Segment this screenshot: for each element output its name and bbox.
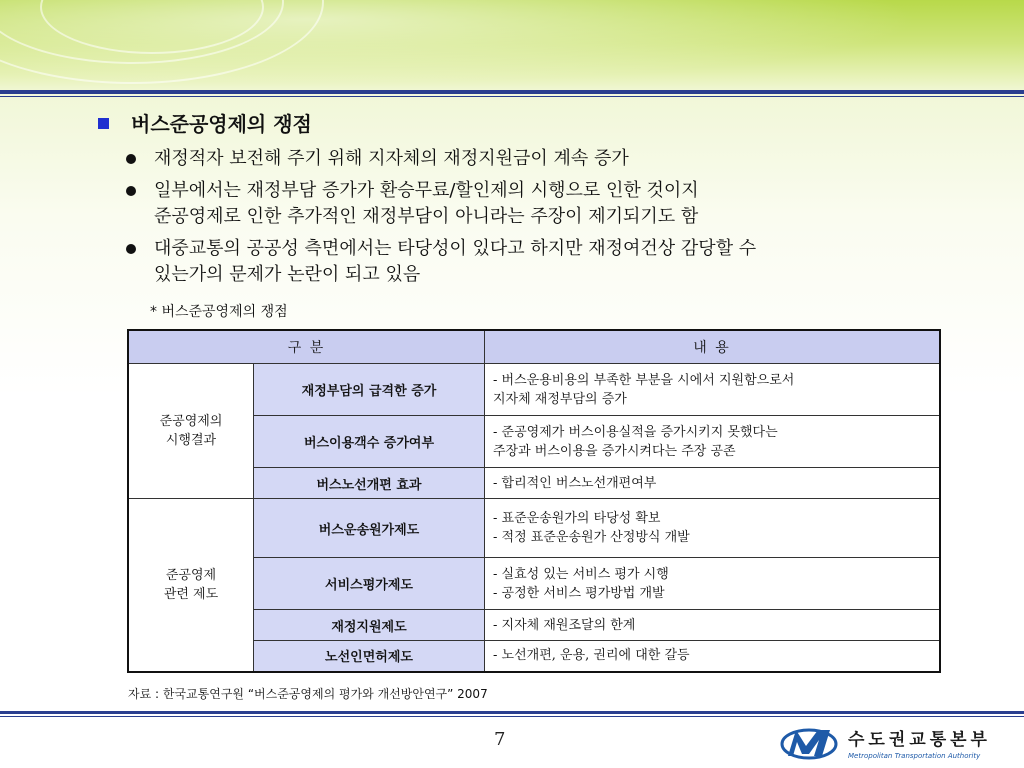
bullet-item xyxy=(126,178,946,230)
row-item: 재정부담의 급격한 증가 xyxy=(254,364,485,416)
row-desc: - 노선개편, 운용, 권리에 대한 갈등 xyxy=(485,641,941,672)
header-content: 내 용 xyxy=(485,330,941,364)
table-header-row xyxy=(128,330,940,364)
logo-text xyxy=(848,725,991,760)
bullet-item xyxy=(126,236,946,288)
page-number: 7 xyxy=(494,729,506,750)
group-label: 준공영제 관련 제도 xyxy=(128,499,254,672)
issues-table xyxy=(127,329,941,673)
logo-name-english: Metropolitan Transportation Authority xyxy=(848,751,981,760)
table-caption: * 버스준공영제의 쟁점 xyxy=(150,304,288,320)
row-item: 재정지원제도 xyxy=(254,610,485,641)
table-row xyxy=(128,364,940,416)
bottom-divider-thin xyxy=(0,716,1024,717)
bullet-dot-icon xyxy=(126,244,136,254)
row-desc: - 준공영제가 버스이용실적을 증가시키지 못했다는 주장과 버스이용을 증가시켜다는 주장 공존 xyxy=(485,416,941,468)
bullet-text: 일부에서는 재정부담 증가가 환승무료/할인제의 시행으로 인한 것이지 준공영제로 인한 추가적인 재정부담이 아니라는 주장이 제기되기도 함 xyxy=(154,180,699,227)
row-item: 버스노선개편 효과 xyxy=(254,468,485,499)
row-item: 버스이용객수 증가여부 xyxy=(254,416,485,468)
group-label: 준공영제의 시행결과 xyxy=(128,364,254,499)
row-desc: - 버스운용비용의 부족한 부분을 시에서 지원함으로서 지자체 재정부담의 증가 xyxy=(485,364,941,416)
row-desc: - 표준운송원가의 타당성 확보 - 적정 표준운송원가 산정방식 개발 xyxy=(485,499,941,558)
row-desc: - 합리적인 버스노선개편여부 xyxy=(485,468,941,499)
table-row xyxy=(128,499,940,558)
bullet-list xyxy=(126,146,946,294)
slide-title-text: 버스준공영제의 쟁점 xyxy=(131,112,312,136)
row-item: 노선인면허제도 xyxy=(254,641,485,672)
row-item: 서비스평가제도 xyxy=(254,558,485,610)
metropolitan-m-logo-icon xyxy=(780,722,838,762)
row-item: 버스운송원가제도 xyxy=(254,499,485,558)
row-desc: - 실효성 있는 서비스 평가 시행 - 공정한 서비스 평가방법 개발 xyxy=(485,558,941,610)
logo-name-korean: 수도권교통본부 xyxy=(848,729,991,750)
bottom-divider xyxy=(0,711,1024,714)
bullet-text: 재정적자 보전해 주기 위해 지자체의 재정지원금이 계속 증가 xyxy=(154,148,629,169)
header-category: 구 분 xyxy=(128,330,485,364)
organization-logo xyxy=(780,722,991,762)
square-bullet-icon xyxy=(98,118,109,129)
row-desc: - 지자체 재원조달의 한계 xyxy=(485,610,941,641)
slide-title xyxy=(98,108,312,137)
bullet-dot-icon xyxy=(126,154,136,164)
bullet-text: 대중교통의 공공성 측면에서는 타당성이 있다고 하지만 재정여건상 감당할 수 있는가의 문제가 논란이 되고 있음 xyxy=(154,238,757,285)
bullet-dot-icon xyxy=(126,186,136,196)
bullet-item xyxy=(126,146,946,172)
source-note: 자료 : 한국교통연구원 “버스준공영제의 평가와 개선방안연구” 2007 xyxy=(128,687,488,701)
